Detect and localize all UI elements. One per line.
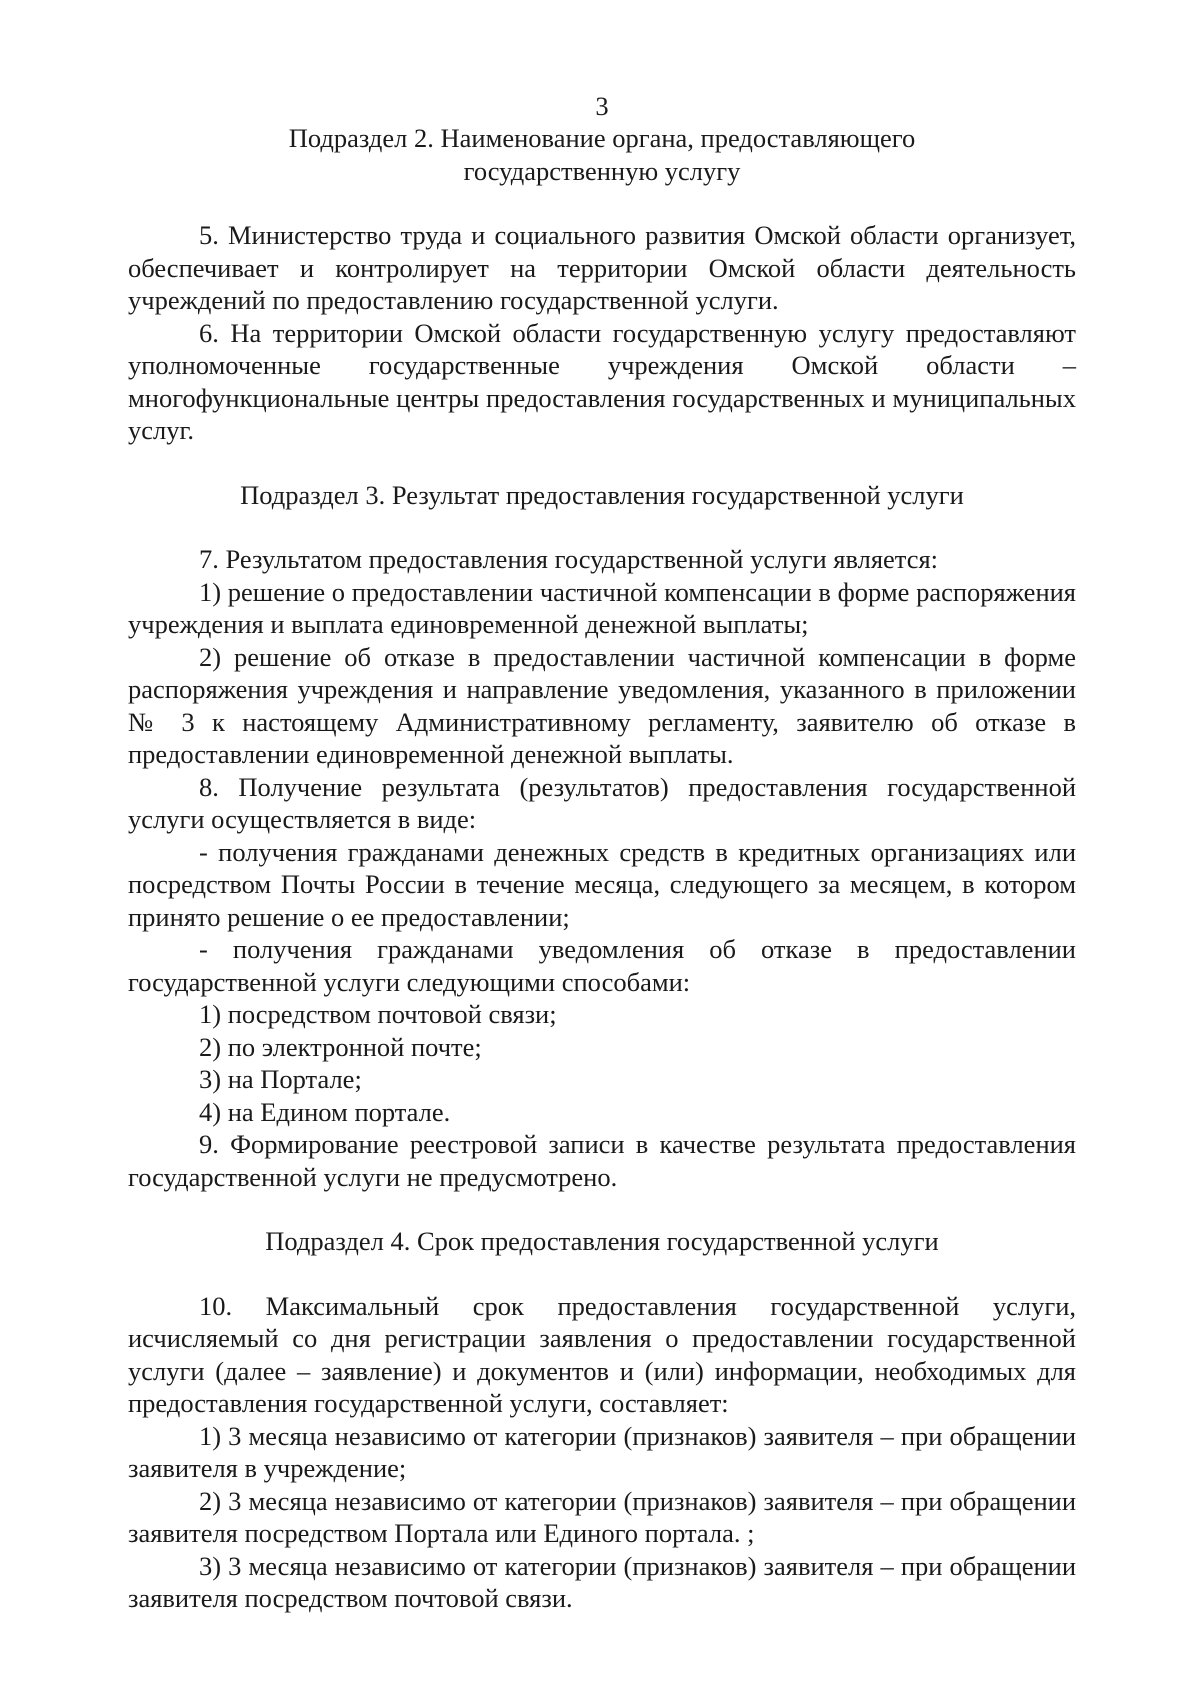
paragraph-10-item-2: 2) 3 месяца независимо от категории (признаков) заявителя – при обращении заявителя посредством Портала или Единого портала. ; xyxy=(128,1485,1076,1548)
section2-heading-line2: государственную услугу xyxy=(463,155,741,186)
paragraph-8-item-b3: 3) на Портале; xyxy=(199,1064,362,1094)
section3-heading: Подраздел 3. Результат предоставления государственной услуги xyxy=(240,479,964,510)
section2-heading xyxy=(128,122,1076,187)
paragraph-7-item-1: 1) решение о предоставлении частичной компенсации в форме распоряжения учреждения и выплата единовременной денежной выплаты; xyxy=(128,576,1076,639)
paragraph-7: 7. Результатом предоставления государственной услуги является: xyxy=(199,544,939,574)
paragraph-8-item-a: - получения гражданами денежных средств в кредитных организациях или посредством Почты России в течение месяца, следующего за месяцем, в котором принято решение о ее предоставлении; xyxy=(128,836,1076,932)
paragraph-6: 6. На территории Омской области государственную услугу предоставляют уполномоченные государственные учреждения Омской области – многофункциональные центры предоставления государственных и муниципальных услуг. xyxy=(128,317,1076,445)
paragraph-10: 10. Максимальный срок предоставления государственной услуги, исчисляемый со дня регистрации заявления о предоставлении государственной услуги (далее – заявление) и документов и (или) информации, необходимых для предоставления государственной услуги, составляет: xyxy=(128,1290,1076,1418)
paragraph-10-item-1: 1) 3 месяца независимо от категории (признаков) заявителя – при обращении заявителя в учреждение; xyxy=(128,1420,1076,1483)
section2-heading-line1: Подраздел 2. Наименование органа, предоставляющего xyxy=(288,123,916,153)
page-number: 3 xyxy=(595,91,609,121)
paragraph-8-item-b2: 2) по электронной почте; xyxy=(199,1031,482,1062)
spacer xyxy=(128,187,1076,219)
spacer xyxy=(128,1193,1076,1225)
paragraph-7-item-2: 2) решение об отказе в предоставлении частичной компенсации в форме распоряжения учреждения и направление уведомления, указанного в приложении № 3 к настоящему Административному регламенту, заявителю об отказе в предоставлении единовременной денежной выплаты. xyxy=(128,641,1076,769)
spacer xyxy=(128,1258,1076,1290)
paragraph-8-item-b4: 4) на Едином портале. xyxy=(199,1096,451,1127)
section4-heading: Подраздел 4. Срок предоставления государственной услуги xyxy=(265,1226,939,1256)
spacer xyxy=(128,511,1076,543)
spacer xyxy=(128,447,1076,479)
paragraph-8-item-b: - получения гражданами уведомления об отказе в предоставлении государственной услуги следующими способами: xyxy=(128,934,1076,997)
paragraph-8-item-b1: 1) посредством почтовой связи; xyxy=(199,999,557,1029)
paragraph-8: 8. Получение результата (результатов) предоставления государственной услуги осуществляется в виде: xyxy=(128,771,1076,834)
paragraph-9: 9. Формирование реестровой записи в качестве результата предоставления государственной услуги не предусмотрено. xyxy=(128,1129,1076,1192)
paragraph-5: 5. Министерство труда и социального развития Омской области организует, обеспечивает и контролирует на территории Омской области деятельность учреждений по предоставлению государственной услуги. xyxy=(128,220,1076,315)
paragraph-10-item-3: 3) 3 месяца независимо от категории (признаков) заявителя – при обращении заявителя посредством почтовой связи. xyxy=(128,1550,1076,1613)
